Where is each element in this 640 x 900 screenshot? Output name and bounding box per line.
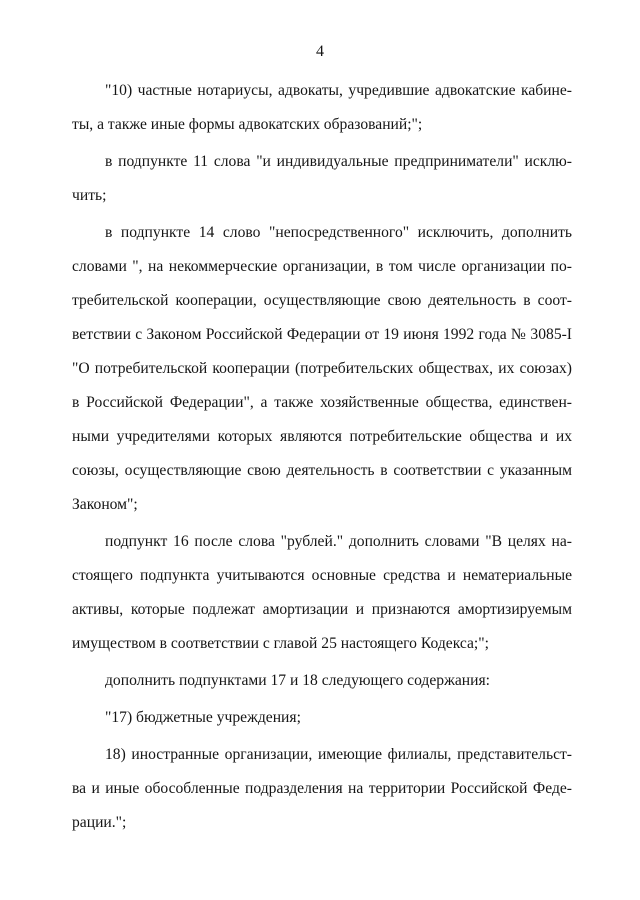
text-line: активы, которые подлежат амортизации и признаются амортизируемым xyxy=(72,601,572,618)
paragraph xyxy=(72,738,572,840)
text-line: ными учредителями которых являются потребительские общества и их xyxy=(72,428,572,445)
text-line: "10) частные нотариусы, адвокаты, учредившие адвокатские кабине- xyxy=(105,82,572,99)
text-line: ва и иные обособленные подразделения на территории Российской Феде- xyxy=(72,780,572,797)
text-line: чить; xyxy=(72,187,107,204)
text-line: в Российской Федерации", а также хозяйственные общества, единствен- xyxy=(72,394,572,411)
text-line: ветствии с Законом Российской Федерации от 19 июня 1992 года № 3085-I xyxy=(72,326,572,343)
text-line: Законом"; xyxy=(72,496,138,513)
page-number: 4 xyxy=(316,43,324,60)
paragraph xyxy=(72,216,572,522)
text-line: требительской кооперации, осуществляющие свою деятельность в соот- xyxy=(72,292,572,309)
text-line: словами ", на некоммерческие организации, в том числе организации по- xyxy=(72,258,572,275)
paragraph xyxy=(72,701,572,735)
text-line: рации."; xyxy=(72,814,127,831)
text-line: в подпункте 11 слова "и индивидуальные предприниматели" исклю- xyxy=(105,153,572,170)
text-line: стоящего подпункта учитываются основные средства и нематериальные xyxy=(72,567,572,584)
text-line: 18) иностранные организации, имеющие филиалы, представительст- xyxy=(105,746,572,763)
paragraph xyxy=(72,145,572,213)
text-line: союзы, осуществляющие свою деятельность в соответствии с указанным xyxy=(72,462,572,479)
text-line: "О потребительской кооперации (потребительских обществах, их союзах) xyxy=(72,360,572,377)
paragraph xyxy=(72,525,572,661)
paragraph xyxy=(72,74,572,142)
text-line: дополнить подпунктами 17 и 18 следующего содержания: xyxy=(105,672,490,689)
paragraph xyxy=(72,664,572,698)
text-line: имуществом в соответствии с главой 25 настоящего Кодекса;"; xyxy=(72,635,489,652)
text-line: ты, а также иные формы адвокатских образований;"; xyxy=(72,116,423,133)
document-body xyxy=(72,74,572,840)
text-line: в подпункте 14 слово "непосредственного" исключить, дополнить xyxy=(105,224,572,241)
text-line: "17) бюджетные учреждения; xyxy=(105,709,301,726)
text-line: подпункт 16 после слова "рублей." дополнить словами "В целях на- xyxy=(105,533,572,550)
